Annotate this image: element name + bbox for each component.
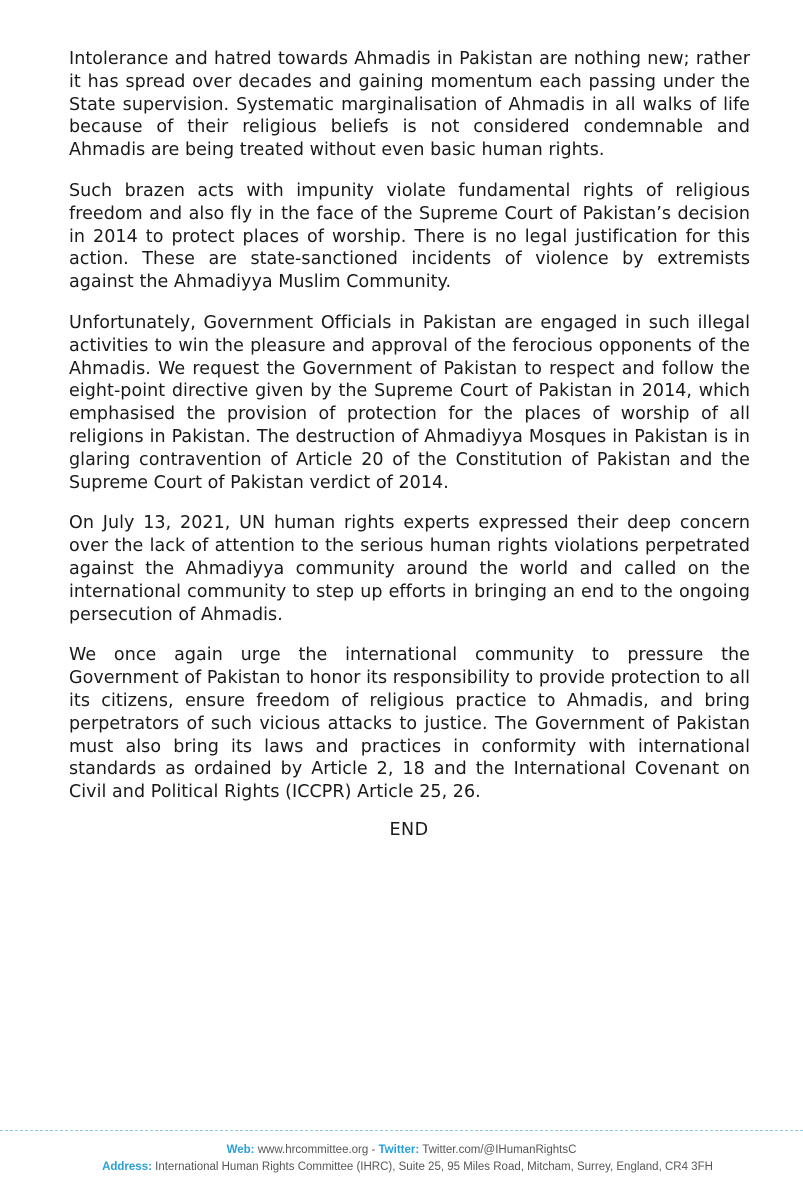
- footer-divider: [0, 1130, 803, 1131]
- footer: [0, 1142, 803, 1176]
- twitter-link[interactable]: Twitter.com/@IHumanRightsC: [422, 1144, 577, 1156]
- paragraph-4: On July 13, 2021, UN human rights experts expressed their deep concern over the lack of attention to the serious human rights violations perpetrated against the Ahmadiyya community around the world and called on the international community to step up efforts in bringing an end to the ongoing persecution of Ahmadis.: [69, 513, 750, 625]
- web-link[interactable]: www.hrcommittee.org: [257, 1144, 369, 1156]
- footer-separator: -: [368, 1144, 379, 1156]
- footer-address-row: [0, 1159, 803, 1176]
- paragraph-1: Intolerance and hatred towards Ahmadis in Pakistan are nothing new; rather it has spread over decades and gaining momentum each passing under the State supervision. Systematic marginalisation of Ahmadis in all walks of life because of their religious beliefs is not considered condemnable and Ahmadis are being treated without even basic human rights.: [69, 49, 750, 161]
- end-marker: END: [389, 820, 429, 840]
- paragraph-2: Such brazen acts with impunity violate fundamental rights of religious freedom and also fly in the face of the Supreme Court of Pakistan’s decision in 2014 to protect places of worship. There is no legal justification for this action. These are state-sanctioned incidents of violence by extremists against the Ahmadiyya Muslim Community.: [69, 180, 750, 293]
- address-label: Address:: [102, 1161, 152, 1173]
- web-label: Web:: [226, 1144, 255, 1156]
- paragraph-5: We once again urge the international community to pressure the Government of Pakistan to honor its responsibility to provide protection to all its citizens, ensure freedom of religious practice to Ahmadis, and bring perpetrators of such vicious attacks to justice. The Government of Pakistan must also bring its laws and practices in conformity with international standards as ordained by Article 2, 18 and the International Covenant on Civil and Political Rights (ICCPR) Article 25, 26.: [69, 645, 750, 803]
- paragraph-3: Unfortunately, Government Officials in Pakistan are engaged in such illegal activities to win the pleasure and approval of the ferocious opponents of the Ahmadis. We request the Government of Pakistan to respect and follow the eight-point directive given by the Supreme Court of Pakistan in 2014, which emphasised the provision of protection for the places of worship of all religions in Pakistan. The destruction of Ahmadiyya Mosques in Pakistan is in glaring contravention of Article 20 of the Constitution of Pakistan and the Supreme Court of Pakistan verdict of 2014.: [69, 312, 750, 493]
- address-text: International Human Rights Committee (IHRC), Suite 25, 95 Miles Road, Mitcham, Surrey, England, CR4 3FH: [155, 1161, 713, 1173]
- footer-contact-row: [0, 1142, 803, 1159]
- document-body: [69, 48, 750, 822]
- twitter-label: Twitter:: [378, 1144, 420, 1156]
